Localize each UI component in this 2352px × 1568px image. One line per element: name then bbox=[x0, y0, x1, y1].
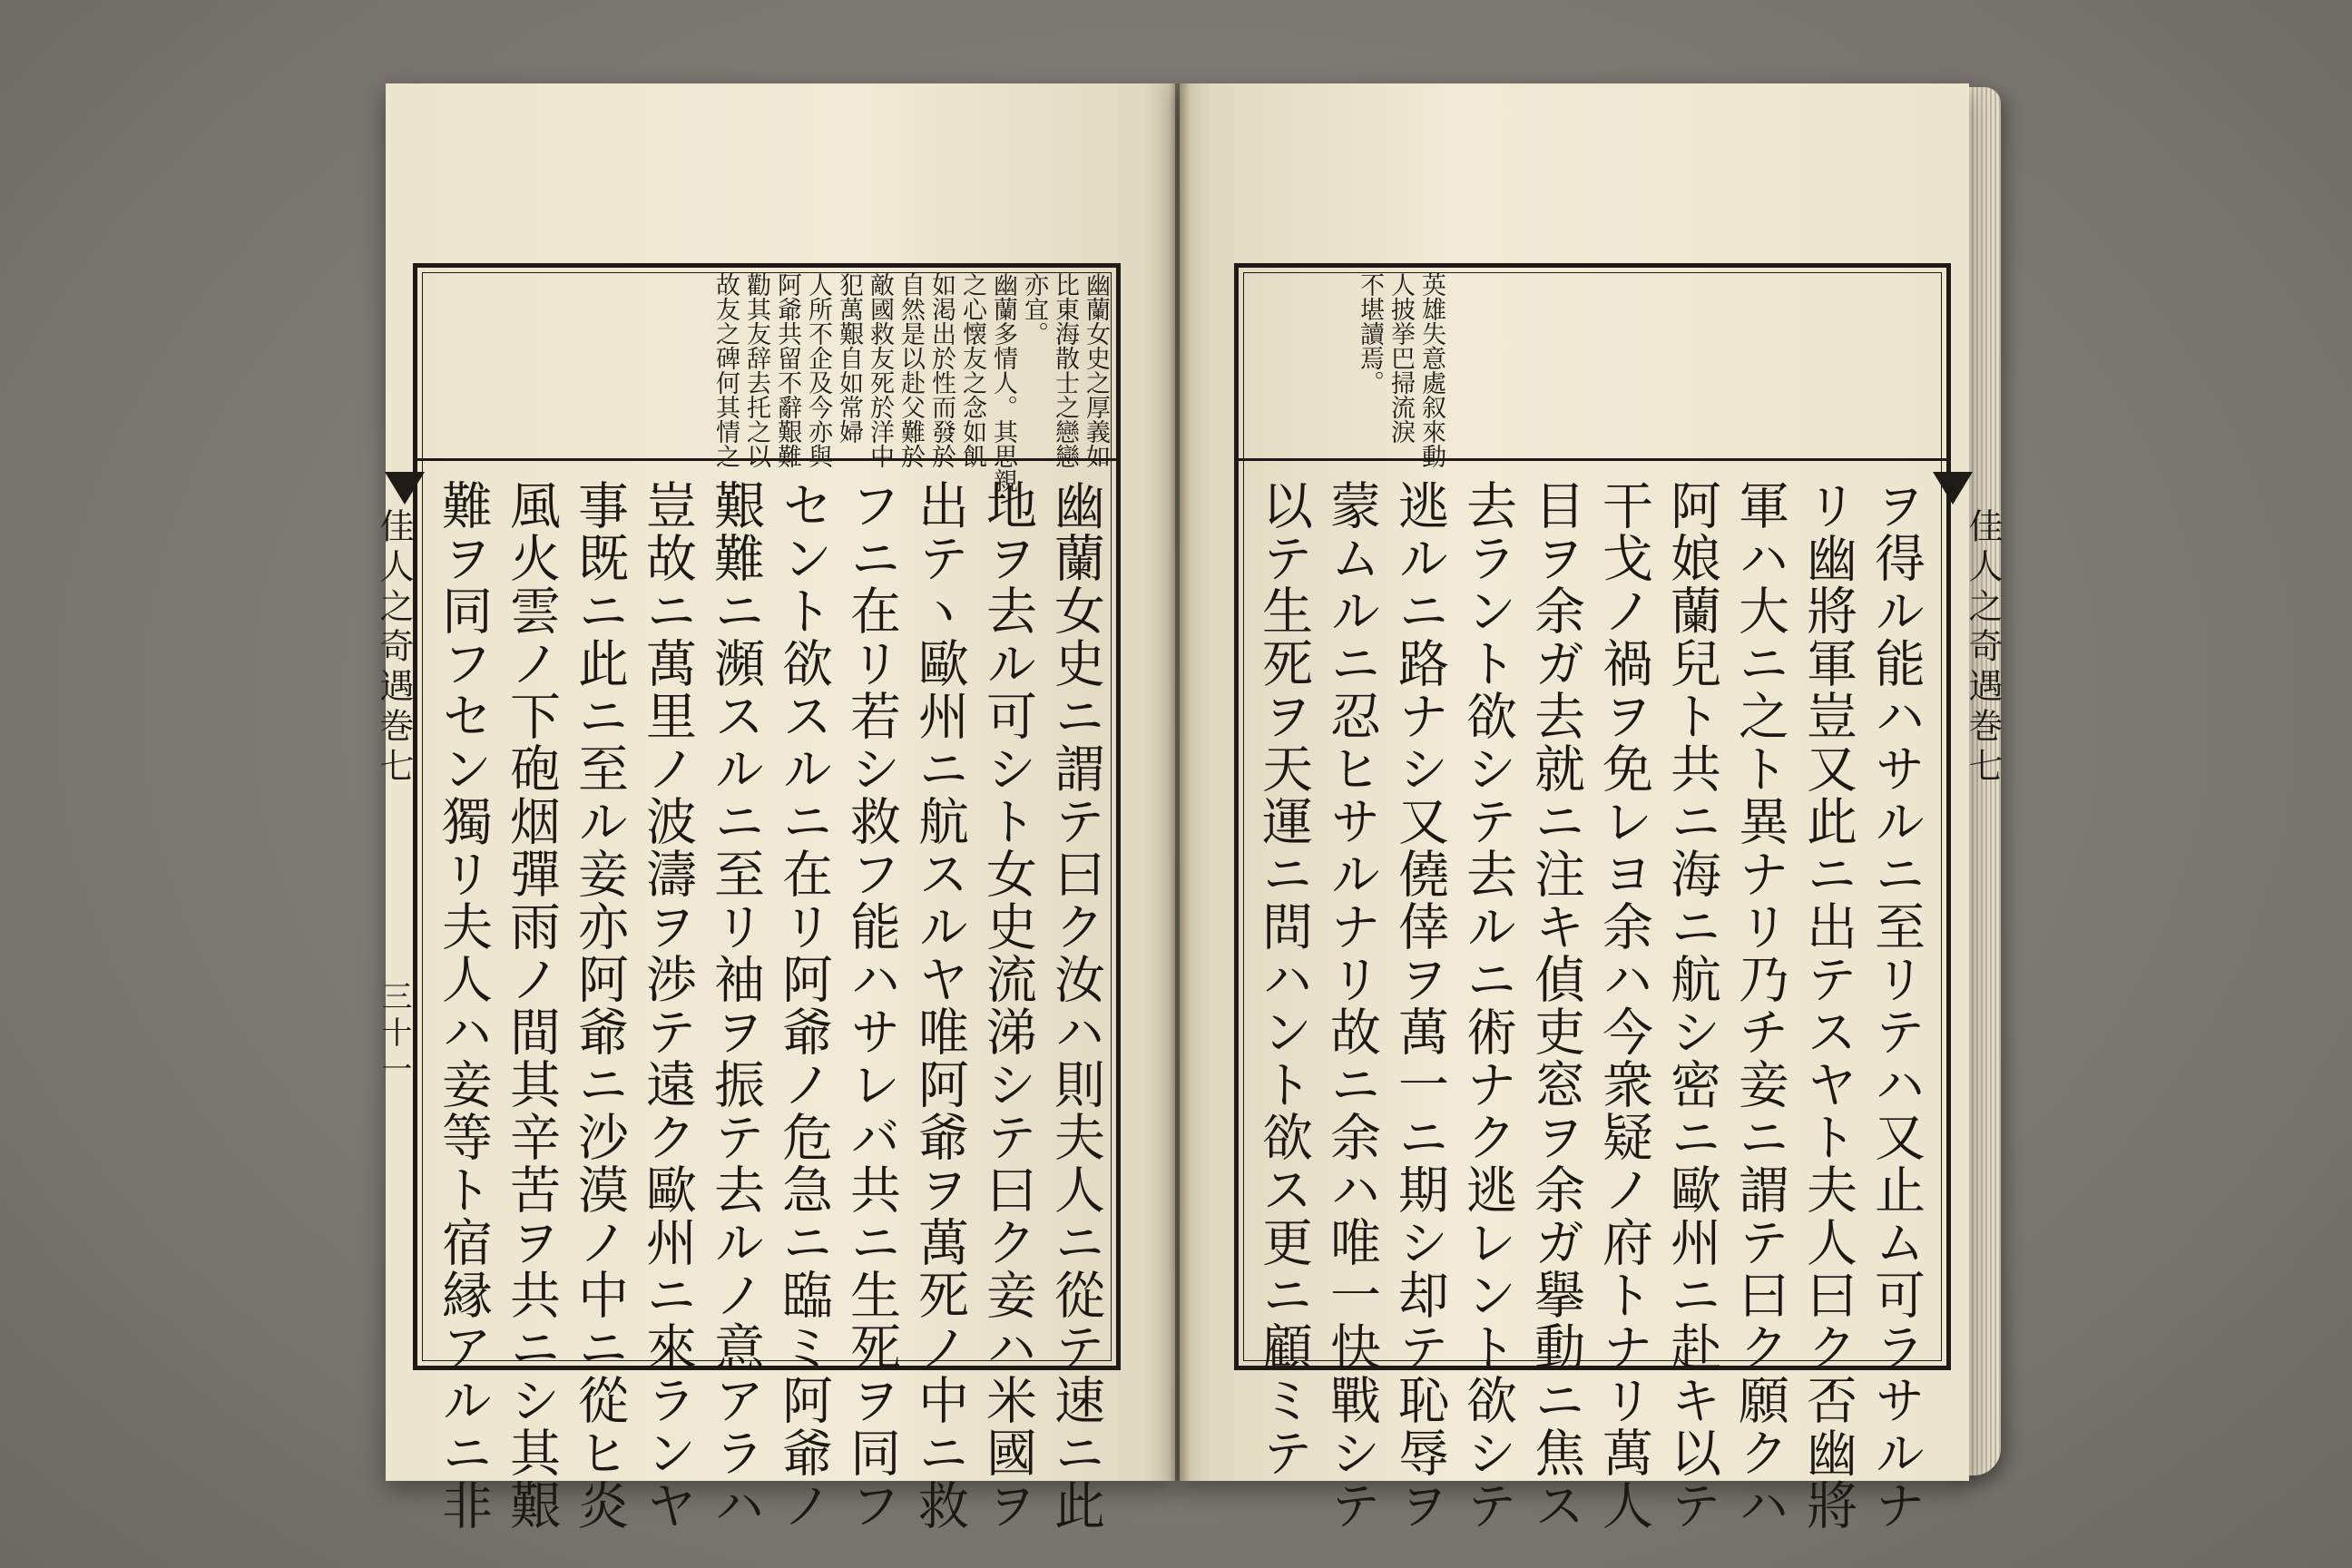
left-commentary-column: 敵國救友死於洋中 bbox=[866, 272, 894, 468]
left-text-column: 艱難ニ瀕スルニ至リ袖ヲ振テ去ルノ意アラハ bbox=[706, 479, 765, 1532]
right-text-column: 蒙ムルニ忍ヒサルナリ故ニ余ハ唯一快戰シテ bbox=[1322, 479, 1381, 1532]
right-commentary-column: 不堪讀焉。 bbox=[1356, 272, 1384, 395]
left-page-number: 三十一 bbox=[376, 980, 412, 1089]
right-text-column: 軍ハ大ニ之ト異ナリ乃チ妾ニ謂テ曰ク願クハ bbox=[1730, 479, 1789, 1532]
left-commentary-column: 犯萬艱自如常婦 bbox=[835, 272, 863, 444]
right-header-divider bbox=[1239, 458, 1946, 461]
left-text-column: 地ヲ去ル可シト女史流涕シテ曰ク妾ハ米國ヲ bbox=[978, 479, 1037, 1532]
book-gutter bbox=[1169, 83, 1191, 1481]
left-text-column: 風火雲ノ下砲烟彈雨ノ間其辛苦ヲ共ニシ其艱 bbox=[502, 479, 561, 1532]
left-page-marker bbox=[385, 472, 425, 505]
right-text-column: 目ヲ余ガ去就ニ注キ偵吏窓ヲ余ガ擧動ニ焦ス bbox=[1526, 479, 1585, 1532]
left-text-column: フニ在リ若シ救フ能ハサレバ共ニ生死ヲ同フ bbox=[842, 479, 901, 1532]
left-text-column: 豈故ニ萬里ノ波濤ヲ渉テ遠ク歐州ニ來ランヤ bbox=[638, 479, 697, 1532]
left-text-column: 幽蘭女史ニ謂テ曰ク汝ハ則夫人ニ從テ速ニ此 bbox=[1046, 479, 1105, 1532]
right-margin-title: 佳人之奇遇巻七 bbox=[1963, 508, 2003, 788]
right-text-column: リ幽將軍豈又此ニ出テスヤト夫人曰ク否幽將 bbox=[1798, 479, 1857, 1532]
left-text-column: セント欲スルニ在リ阿爺ノ危急ニ臨ミ阿爺ノ bbox=[774, 479, 833, 1532]
right-text-column: 以テ生死ヲ天運ニ問ハント欲ス更ニ顧ミテ bbox=[1254, 479, 1313, 1479]
right-commentary-column: 英雄失意處叙來動 bbox=[1417, 272, 1446, 468]
left-commentary-column: 人所不企及今亦與 bbox=[804, 272, 832, 468]
left-commentary-column: 幽蘭女史之厚義如 bbox=[1082, 272, 1110, 468]
left-text-column: 出テヽ歐州ニ航スルヤ唯阿爺ヲ萬死ノ中ニ救 bbox=[910, 479, 969, 1532]
left-commentary-column: 故友之碑何其情之 bbox=[711, 272, 740, 468]
left-commentary-column: 如渇出於性而發於 bbox=[927, 272, 956, 468]
left-commentary-column: 比東海散士之戀戀 bbox=[1051, 272, 1079, 468]
left-commentary-column: 阿爺共留不辭艱難 bbox=[773, 272, 801, 468]
right-text-column: 干戈ノ禍ヲ免レヨ余ハ今衆疑ノ府トナリ萬人 bbox=[1594, 479, 1653, 1532]
left-text-column: 難ヲ同フセン獨リ夫人ハ妾等ト宿縁アルニ非 bbox=[434, 479, 493, 1532]
right-page-marker bbox=[1933, 472, 1973, 505]
right-text-column: ヲ得ル能ハサルニ至リテハ又止ム可ラサルナ bbox=[1867, 479, 1926, 1532]
right-text-column: 阿娘蘭兒ト共ニ海ニ航シ密ニ歐州ニ赴キ以テ bbox=[1662, 479, 1721, 1532]
left-text-column: 事既ニ此ニ至ル妾亦阿爺ニ沙漠ノ中ニ從ヒ炎 bbox=[570, 479, 629, 1532]
left-margin-title: 佳人之奇遇巻七 bbox=[374, 508, 414, 788]
right-text-column: 去ラント欲シテ去ルニ術ナク逃レント欲シテ bbox=[1458, 479, 1517, 1532]
left-commentary-column: 勸其友辞去托之以 bbox=[742, 272, 770, 468]
left-commentary-column: 亦宜。 bbox=[1020, 272, 1048, 346]
left-commentary-column: 之心懐友之念如飢 bbox=[958, 272, 986, 468]
right-commentary-column: 人披挙巴掃流淚 bbox=[1387, 272, 1415, 444]
left-commentary-column: 自然是以赴父難於 bbox=[897, 272, 925, 468]
right-text-column: 逃ルニ路ナシ又僥倖ヲ萬一ニ期シ却テ恥辱ヲ bbox=[1390, 479, 1449, 1532]
left-commentary-column: 幽蘭多情人。其思親 bbox=[989, 272, 1017, 493]
